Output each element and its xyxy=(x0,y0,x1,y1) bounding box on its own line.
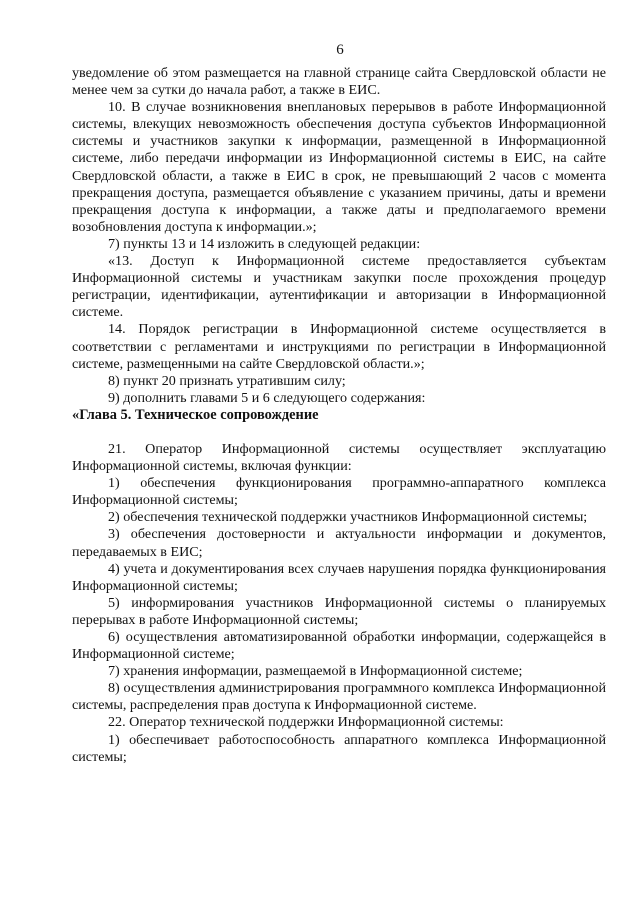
paragraph: 2) обеспечения технической поддержки участников Информационной системы; xyxy=(108,509,588,526)
paragraph: 22. Оператор технической поддержки Информационной системы: xyxy=(108,714,504,731)
paragraph: 6) осуществления автоматизированной обработки информации, содержащейся в Информационной системе; xyxy=(72,629,606,663)
paragraph: 21. Оператор Информационной системы осуществляет эксплуатацию Информационной системы, включая функции: xyxy=(72,440,606,475)
paragraph: 4) учета и документирования всех случаев нарушения порядка функционирования Информационной системы; xyxy=(72,560,606,594)
document-body xyxy=(72,65,606,766)
paragraph: 10. В случае возникновения внеплановых перерывов в работе Информационной системы, влекущих невозможность обеспечения доступа субъектов Информационной системы и участников закупки к информации, размещенной в Информационной системе, либо передачи информации из Информационной системы в ЕИС, на сайте Свердловской области, а также в ЕИС в срок, не превышающий 2 часов с момента прекращения доступа, размещается объявление с указанием причины, даты и времени прекращения доступа к информации, а также даты и предполагаемого времени возобновления доступа к информации.»; xyxy=(72,99,606,235)
paragraph: уведомление об этом размещается на главной странице сайта Свердловской области не менее чем за сутки до начала работ, а также в ЕИС. xyxy=(72,65,606,99)
paragraph: 8) осуществления администрирования программного комплекса Информационной системы, распределения прав доступа к Информационной системе. xyxy=(72,680,606,714)
paragraph: 8) пункт 20 признать утратившим силу; xyxy=(108,372,346,389)
paragraph: 3) обеспечения достоверности и актуальности информации и документов, передаваемых в ЕИС; xyxy=(72,526,606,560)
chapter-heading: «Глава 5. Техническое сопровождение xyxy=(72,406,319,423)
paragraph: 7) хранения информации, размещаемой в Информационной системе; xyxy=(108,663,523,680)
paragraph: 5) информирования участников Информационной системы о планируемых перерывах в работе Информационной системы; xyxy=(72,594,606,628)
page-number: 6 xyxy=(336,42,344,58)
paragraph: 7) пункты 13 и 14 изложить в следующей редакции: xyxy=(108,235,421,252)
paragraph: «13. Доступ к Информационной системе предоставляется субъектам Информационной системы и участникам закупки после прохождения процедур регистрации, идентификации, аутентификации и авторизации в Информационной системе. xyxy=(72,253,606,321)
paragraph: 14. Порядок регистрации в Информационной системе осуществляется в соответствии с регламентами и инструкциями по регистрации в Информационной системе, размещенными на сайте Свердловской области.»; xyxy=(72,321,606,372)
paragraph: 9) дополнить главами 5 и 6 следующего содержания: xyxy=(108,389,426,406)
paragraph: 1) обеспечивает работоспособность аппаратного комплекса Информационной системы; xyxy=(72,731,606,765)
paragraph: 1) обеспечения функционирования программно-аппаратного комплекса Информационной системы; xyxy=(72,475,606,509)
